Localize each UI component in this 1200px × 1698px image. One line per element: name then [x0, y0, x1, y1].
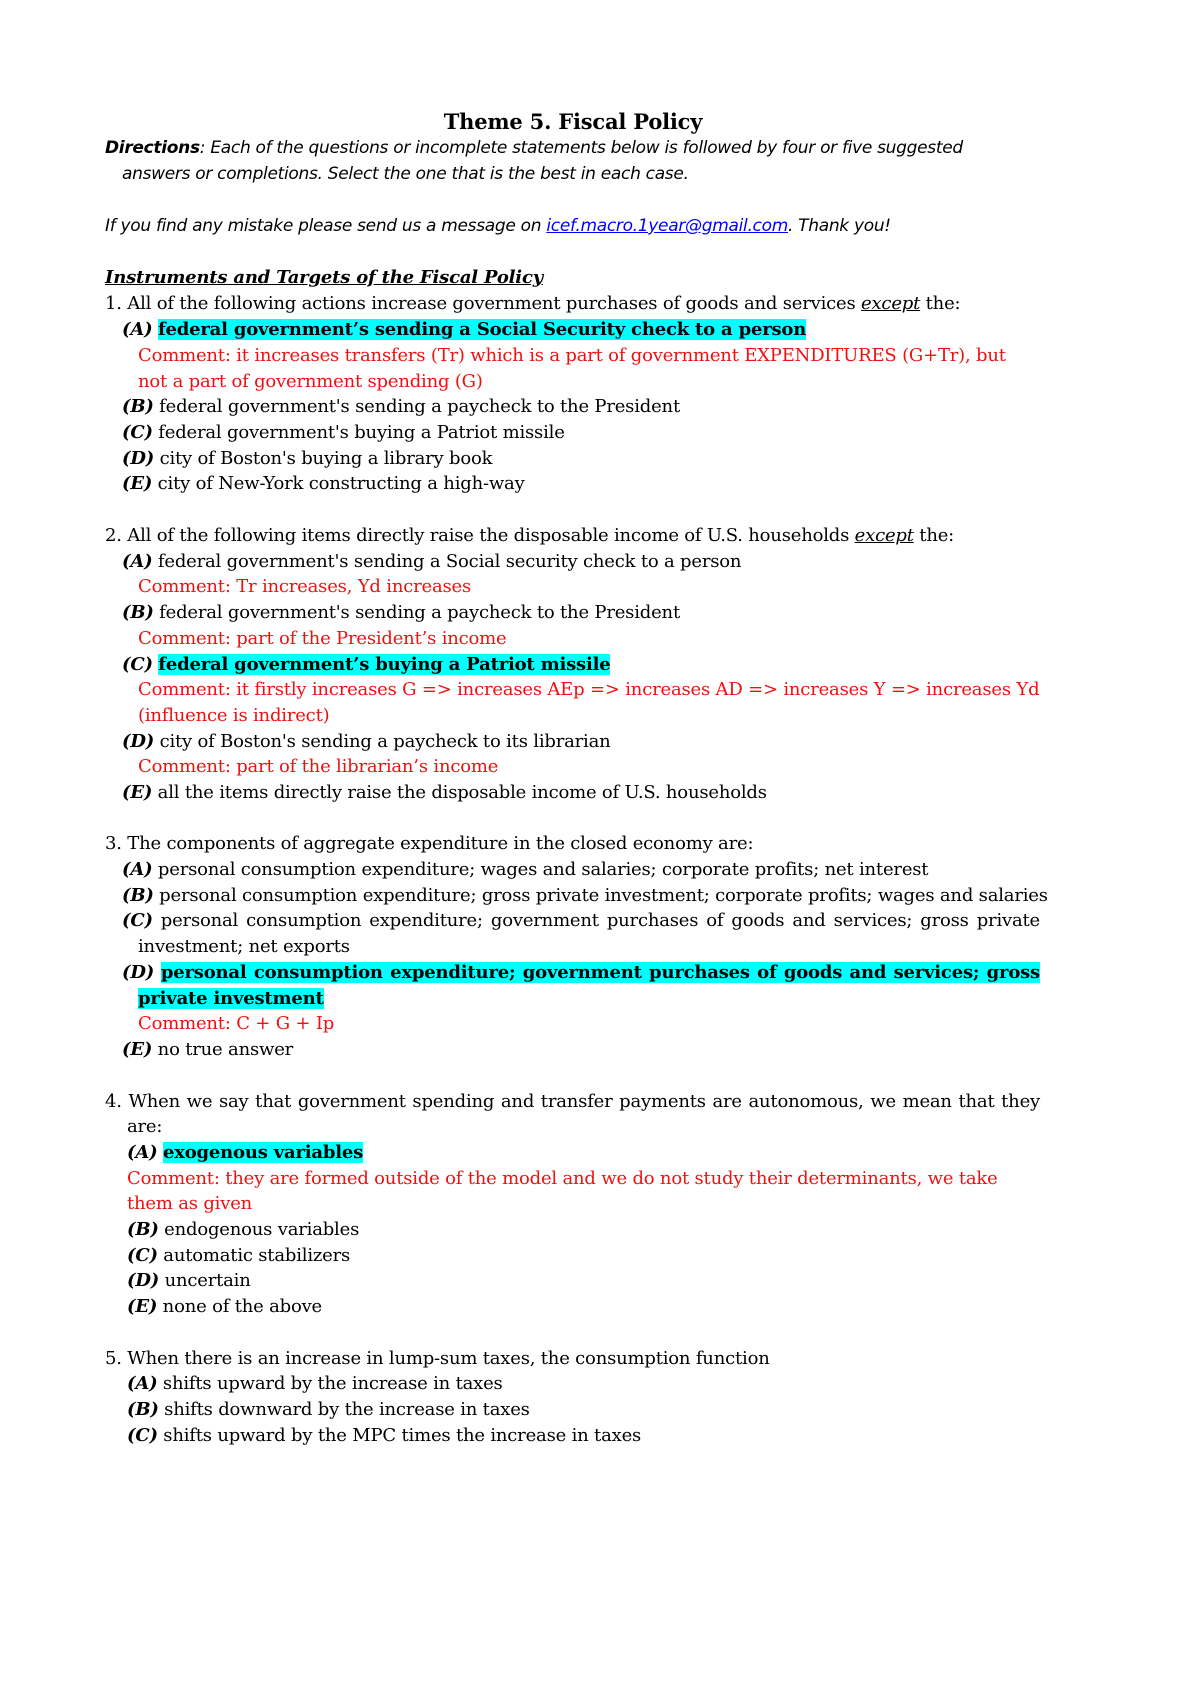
question-4-stem	[105, 1089, 1040, 1114]
correct-answer-highlight: private investment	[138, 988, 324, 1009]
section-heading: Instruments and Targets of the Fiscal Policy	[105, 267, 543, 288]
question-3-option-e	[122, 1037, 293, 1062]
question-2-option-a-comment: Comment: Tr increases, Yd increases	[138, 576, 472, 597]
option-label: (A)	[122, 319, 153, 340]
option-text: personal consumption expenditure; wages and salaries; corporate profits; net interest	[152, 859, 929, 880]
question-3-option-c-cont: investment; net exports	[138, 936, 350, 957]
question-stem-end: the:	[913, 525, 955, 546]
option-text: shifts upward by the increase in taxes	[157, 1373, 503, 1394]
correct-answer-highlight: personal consumption expenditure; government purchases of goods and services; gross	[160, 962, 1040, 983]
contact-suffix: . Thank you!	[787, 216, 891, 236]
option-text: city of New-York constructing a high-way	[152, 473, 525, 494]
question-5-stem	[105, 1346, 770, 1371]
question-3-option-d	[122, 960, 1040, 985]
option-text: personal consumption expenditure; gross private investment; corporate profits; wages and salaries	[153, 885, 1048, 906]
option-label: (C)	[127, 1245, 158, 1266]
option-label: (A)	[122, 859, 153, 880]
option-text: automatic stabilizers	[157, 1245, 351, 1266]
question-stem-text: When there is an increase in lump-sum taxes, the consumption function	[121, 1348, 770, 1369]
question-2-option-b	[122, 600, 680, 625]
option-label: (E)	[122, 782, 153, 803]
question-2-option-a	[122, 549, 741, 574]
question-4-option-b	[127, 1217, 359, 1242]
question-stem-text: When we say that government spending and transfer payments are autonomous, we mean that they	[121, 1091, 1040, 1112]
question-stem-text: The components of aggregate expenditure in the closed economy are:	[121, 833, 754, 854]
question-1-option-a	[122, 317, 806, 342]
option-label: (B)	[127, 1219, 159, 1240]
question-number: 3.	[105, 833, 122, 854]
option-label: (C)	[122, 654, 153, 675]
option-text: shifts upward by the MPC times the increase in taxes	[157, 1425, 642, 1446]
contact-prefix: If you find any mistake please send us a message on	[105, 216, 547, 236]
question-3-option-d-comment: Comment: C + G + Ip	[138, 1013, 335, 1034]
question-3-option-a	[122, 857, 928, 882]
option-label: (C)	[122, 422, 153, 443]
directions-line-2: answers or completions. Select the one that is the best in each case.	[122, 164, 689, 184]
option-text: endogenous variables	[158, 1219, 360, 1240]
correct-answer-highlight: federal government’s sending a Social Security check to a person	[157, 319, 807, 340]
option-text: federal government's sending a paycheck to the President	[153, 602, 680, 623]
question-stem-end: the:	[920, 293, 961, 314]
question-number: 5.	[105, 1348, 122, 1369]
question-3-stem	[105, 831, 753, 856]
question-3-option-c	[122, 908, 1040, 933]
option-text: city of Boston's buying a library book	[154, 448, 493, 469]
option-label: (C)	[127, 1425, 158, 1446]
option-label: (D)	[122, 731, 155, 752]
question-2-option-c	[122, 652, 610, 677]
question-5-option-b	[127, 1397, 530, 1422]
question-2-option-e	[122, 780, 767, 805]
page-title: Theme 5. Fiscal Policy	[443, 109, 703, 134]
contact-email-link[interactable]: icef.macro.1year@gmail.com	[546, 216, 788, 236]
option-text: uncertain	[159, 1270, 251, 1291]
question-number: 2.	[105, 525, 122, 546]
directions-colon: :	[199, 138, 206, 158]
option-label: (A)	[122, 551, 153, 572]
directions-label: Directions	[105, 138, 200, 158]
question-2-option-d-comment: Comment: part of the librarian’s income	[138, 756, 499, 777]
question-stem-text: All of the following actions increase government purchases of goods and services	[121, 293, 862, 314]
question-2-option-c-comment-1: Comment: it firstly increases G => increases AEp => increases AD => increases Y => increases Yd	[138, 679, 1040, 700]
option-text: city of Boston's sending a paycheck to its librarian	[154, 731, 611, 752]
option-label: (B)	[122, 885, 154, 906]
option-label: (B)	[127, 1399, 159, 1420]
option-text: no true answer	[152, 1039, 294, 1060]
option-label: (E)	[127, 1296, 158, 1317]
question-3-option-d-cont	[138, 986, 324, 1011]
correct-answer-highlight: federal government’s buying a Patriot missile	[158, 654, 611, 675]
option-label: (E)	[122, 473, 153, 494]
question-3-option-b	[122, 883, 1048, 908]
contact-line	[105, 214, 891, 239]
question-4-option-e	[127, 1294, 322, 1319]
question-number: 1.	[105, 293, 122, 314]
question-1-option-e	[122, 471, 525, 496]
question-2-stem	[105, 523, 954, 548]
option-text: shifts downward by the increase in taxes	[158, 1399, 530, 1420]
option-label: (B)	[122, 396, 154, 417]
option-text: federal government's buying a Patriot missile	[152, 422, 565, 443]
question-2-option-d	[122, 729, 611, 754]
option-label: (D)	[122, 962, 155, 983]
question-number: 4.	[105, 1091, 122, 1112]
question-4-option-a-comment-1: Comment: they are formed outside of the model and we do not study their determinants, we take	[127, 1168, 998, 1189]
question-4-stem-cont: are:	[127, 1116, 163, 1137]
question-4-option-d	[127, 1268, 251, 1293]
option-text: personal consumption expenditure; government purchases of goods and services; gross private	[152, 910, 1040, 931]
question-5-option-a	[127, 1371, 503, 1396]
question-1-comment-line-1: Comment: it increases transfers (Tr) which is a part of government EXPENDITURES (G+Tr), but	[138, 345, 1006, 366]
question-1-stem	[105, 291, 960, 316]
option-text: all the items directly raise the disposable income of U.S. households	[152, 782, 767, 803]
directions-line-1	[105, 136, 963, 161]
option-label: (E)	[122, 1039, 153, 1060]
directions-text-1: Each of the questions or incomplete statements below is followed by four or five suggested	[205, 138, 963, 158]
question-4-option-a-comment-2: them as given	[127, 1193, 253, 1214]
option-text: federal government's sending a Social security check to a person	[152, 551, 742, 572]
option-label: (A)	[127, 1142, 158, 1163]
question-1-option-d	[122, 446, 492, 471]
question-stem-emphasis: except	[854, 525, 914, 546]
question-1-option-b	[122, 394, 680, 419]
option-text: federal government's sending a paycheck to the President	[153, 396, 680, 417]
question-5-option-c	[127, 1423, 641, 1448]
question-1-option-c	[122, 420, 565, 445]
option-label: (D)	[122, 448, 155, 469]
option-label: (B)	[122, 602, 154, 623]
question-4-option-a	[127, 1140, 363, 1165]
option-label: (D)	[127, 1270, 160, 1291]
question-stem-text: All of the following items directly raise the disposable income of U.S. households	[121, 525, 855, 546]
question-4-option-c	[127, 1243, 350, 1268]
correct-answer-highlight: exogenous variables	[162, 1142, 364, 1163]
option-label: (C)	[122, 910, 153, 931]
question-2-option-b-comment: Comment: part of the President’s income	[138, 628, 507, 649]
question-2-option-c-comment-2: (influence is indirect)	[138, 705, 330, 726]
question-1-comment-line-2: not a part of government spending (G)	[138, 371, 483, 392]
option-label: (A)	[127, 1373, 158, 1394]
question-stem-emphasis: except	[861, 293, 921, 314]
option-text: none of the above	[157, 1296, 323, 1317]
